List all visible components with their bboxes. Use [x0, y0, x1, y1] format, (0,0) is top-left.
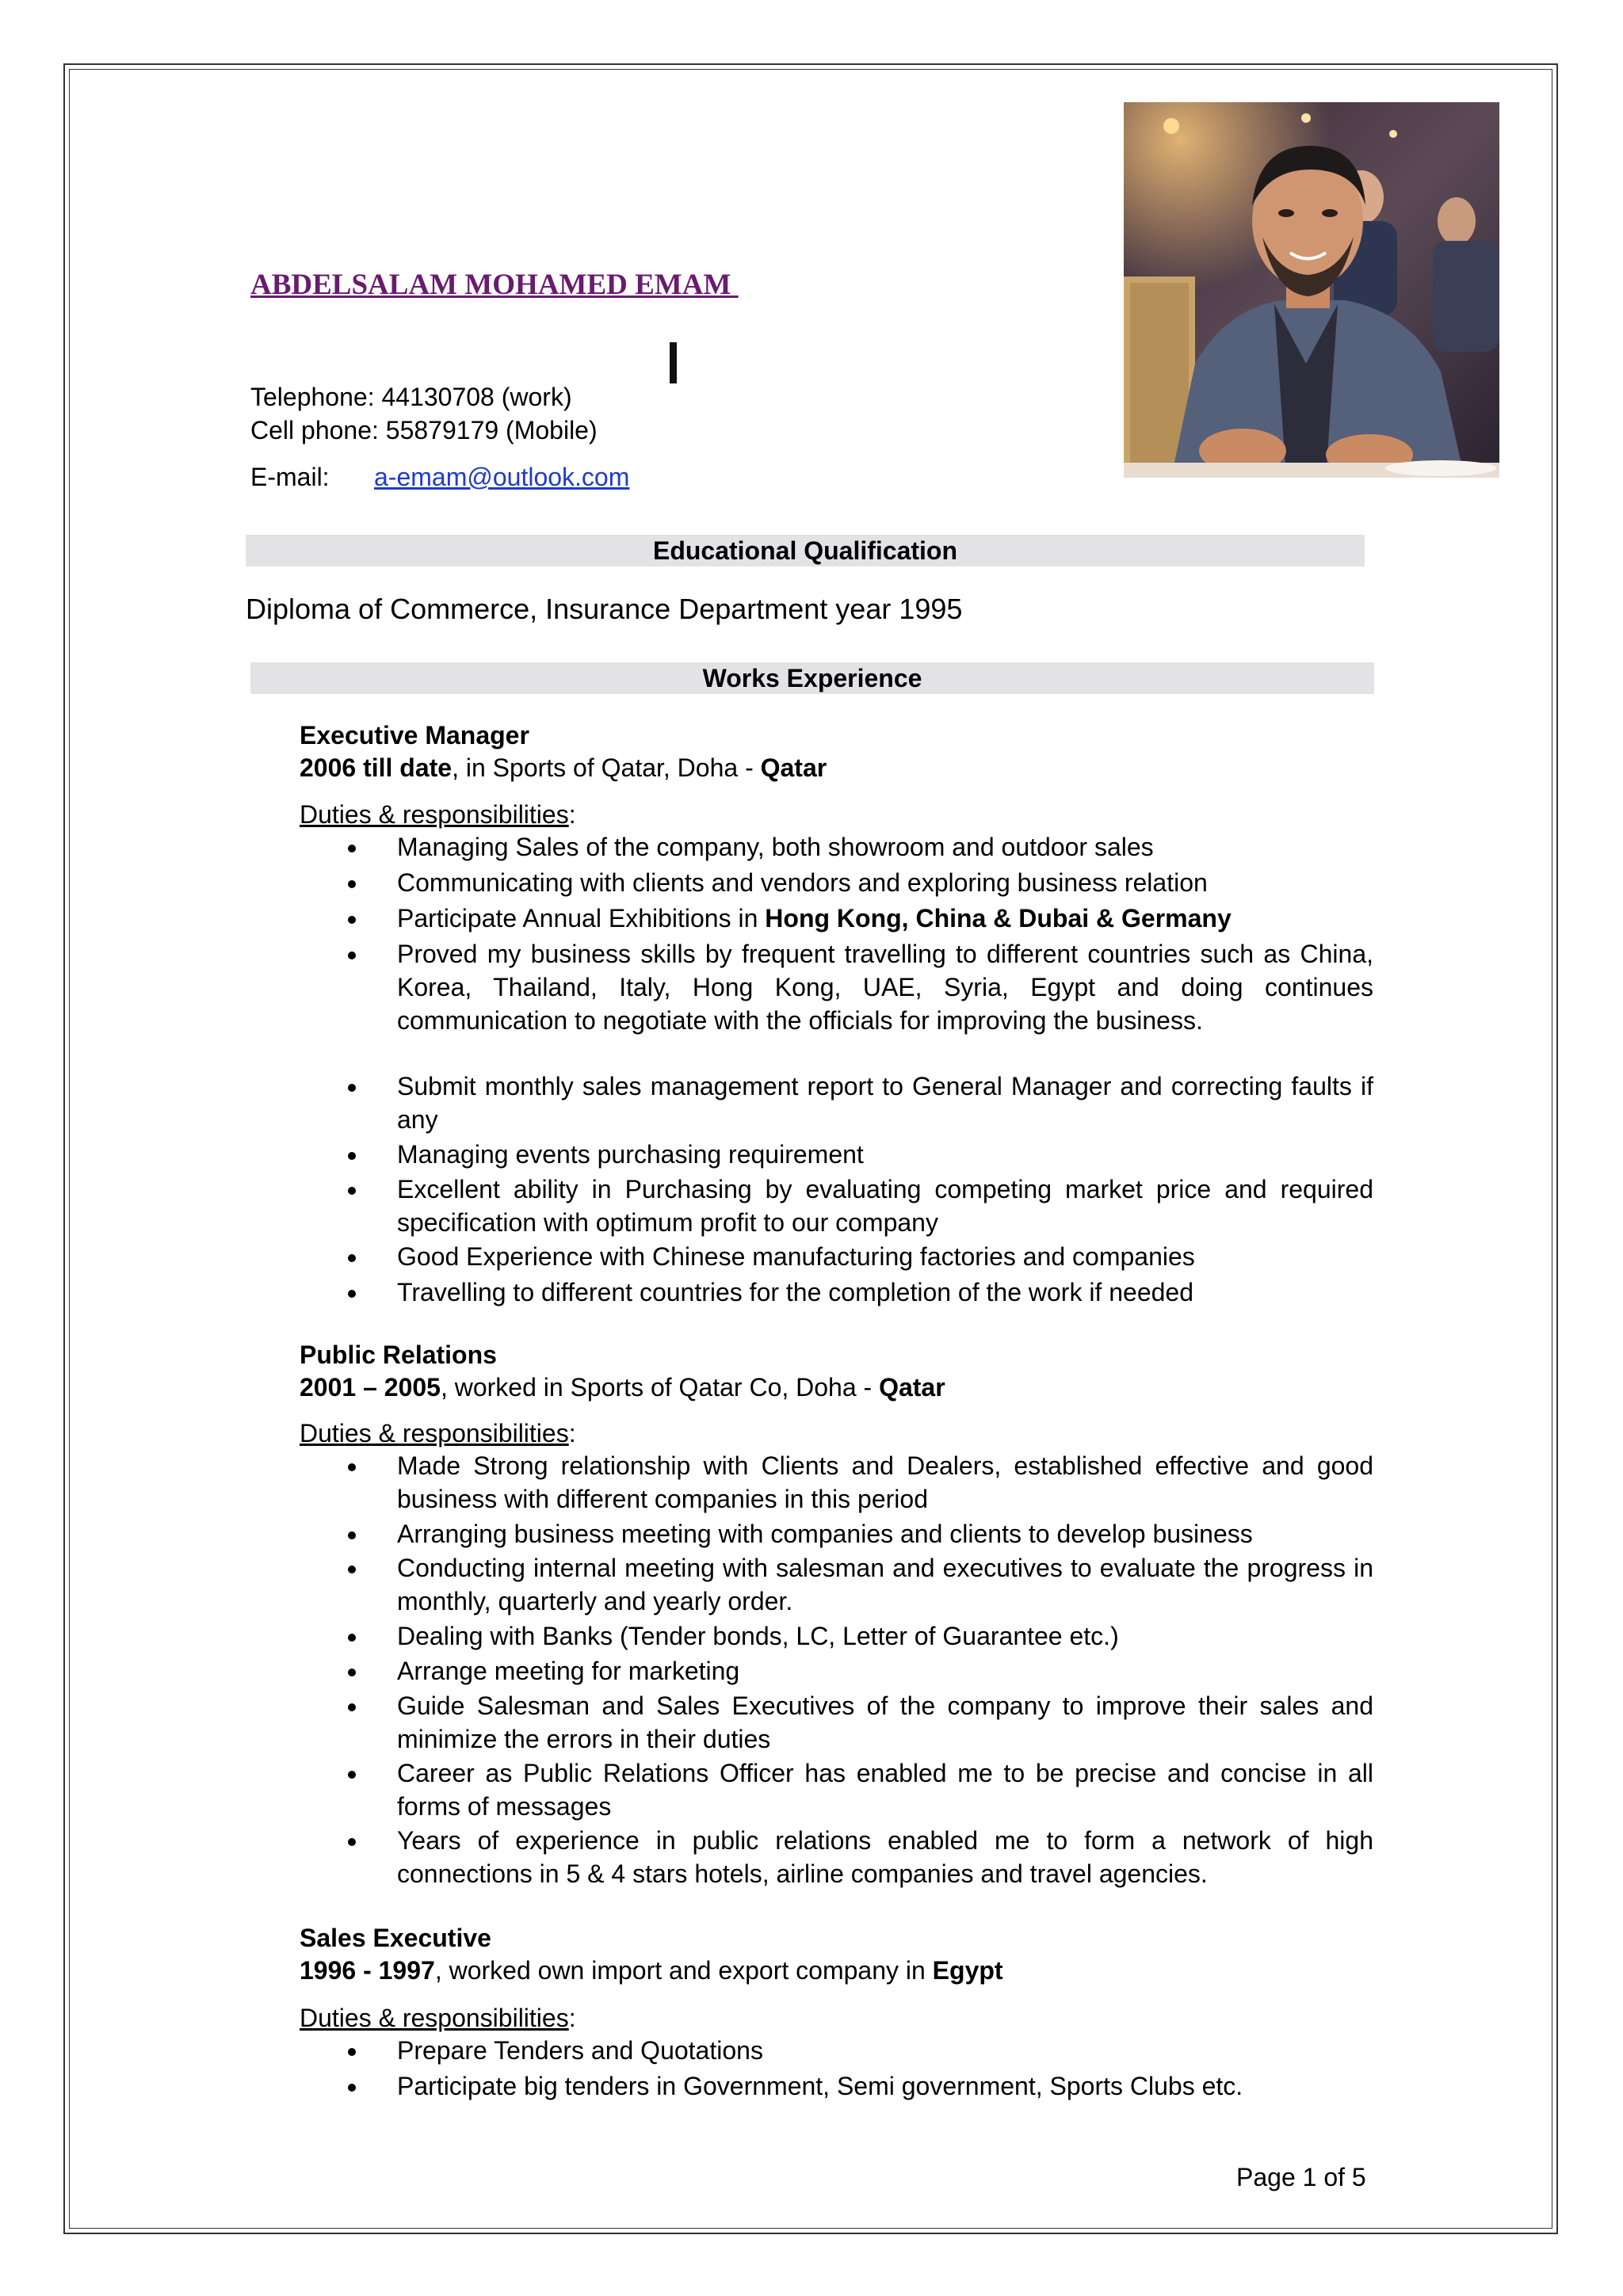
- duty-text: Prepare Tenders and Quotations: [397, 2036, 763, 2065]
- bullet-icon: [348, 1838, 356, 1846]
- bullet-icon: [348, 1290, 356, 1298]
- cell-phone-line: Cell phone: 55879179 (Mobile): [250, 416, 598, 444]
- experience-section-header: Works Experience: [250, 662, 1374, 694]
- duty-text: Excellent ability in Purchasing by evaluating competing market price and required specification with optimum profit to our company: [397, 1175, 1373, 1237]
- list-item: [397, 1138, 1373, 1171]
- job-country: Qatar: [879, 1373, 945, 1402]
- duty-text: Arranging business meeting with companies and clients to develop business: [397, 1520, 1253, 1548]
- list-item: [397, 2069, 1373, 2103]
- duty-text: Proved my business skills by frequent travelling to different countries such as China, Korea, Thailand, Italy, Hong Kong, UAE, Syria, Egypt and doing continues communication to negotiate with the officials for improving the business.: [397, 940, 1373, 1035]
- bullet-icon: [348, 1254, 356, 1262]
- bullet-icon: [348, 1634, 356, 1642]
- email-label: E-mail:: [250, 463, 330, 491]
- duties-colon: :: [568, 2004, 576, 2032]
- duty-text: Made Strong relationship with Clients and Dealers, established effective and good business with different companies in this period: [397, 1451, 1373, 1513]
- list-item: [397, 2034, 1373, 2067]
- list-item: [397, 1689, 1373, 1756]
- duty-text: Participate Annual Exhibitions in: [397, 904, 766, 933]
- page-number: Page 1 of 5: [1236, 2163, 1366, 2191]
- duties-label: Duties & responsibilities: [300, 2004, 569, 2032]
- bullet-icon: [348, 1771, 356, 1779]
- job-title: Executive Manager: [300, 721, 529, 749]
- bullet-icon: [348, 1566, 356, 1573]
- duties-heading: [300, 2004, 576, 2033]
- duty-text: Communicating with clients and vendors and exploring business relation: [397, 868, 1208, 897]
- bullet-icon: [348, 1703, 356, 1711]
- bullet-icon: [348, 1531, 356, 1539]
- duty-text: Good Experience with Chinese manufacturing factories and companies: [397, 1242, 1195, 1271]
- telephone-line: Telephone: 44130708 (work): [250, 383, 572, 411]
- job-period-years: 2001 – 2005: [300, 1373, 441, 1402]
- job-period: [300, 753, 827, 783]
- candidate-name: ABDELSALAM MOHAMED EMAM: [250, 269, 739, 301]
- bullet-icon: [348, 1187, 356, 1195]
- job-country: Qatar: [760, 753, 827, 782]
- list-item: [397, 1756, 1373, 1823]
- job-period: [300, 1373, 945, 1402]
- profile-photo: [1124, 102, 1499, 478]
- duty-text: Career as Public Relations Officer has enabled me to be precise and concise in all forms of messages: [397, 1759, 1373, 1821]
- bullet-icon: [348, 1463, 356, 1471]
- job-place: , in Sports of Qatar, Doha -: [452, 753, 761, 782]
- duty-text: Dealing with Banks (Tender bonds, LC, Letter of Guarantee etc.): [397, 1622, 1119, 1650]
- list-item: [397, 1240, 1373, 1273]
- list-item: [397, 1449, 1373, 1516]
- list-item: [397, 1551, 1373, 1618]
- job-period-years: 1996 - 1997: [300, 1956, 435, 1985]
- text-cursor: [670, 342, 677, 383]
- job-period-years: 2006 till date: [300, 753, 453, 782]
- email-link[interactable]: a-emam@outlook.com: [374, 463, 630, 491]
- list-item: [397, 866, 1373, 899]
- bullet-icon: [348, 880, 356, 888]
- list-item: [397, 1824, 1373, 1890]
- duties-colon: :: [568, 800, 576, 829]
- list-item: [397, 1654, 1373, 1688]
- bullet-icon: [348, 1669, 356, 1676]
- duties-heading: [300, 1419, 576, 1448]
- duties-colon: :: [568, 1419, 576, 1447]
- duty-text: Managing Sales of the company, both showroom and outdoor sales: [397, 833, 1154, 861]
- email-line: [250, 463, 694, 494]
- bullet-icon: [348, 2048, 356, 2056]
- duty-text: Managing events purchasing requirement: [397, 1140, 864, 1169]
- job-period: [300, 1956, 1003, 1985]
- duty-text: Travelling to different countries for the completion of the work if needed: [397, 1278, 1193, 1306]
- duties-label: Duties & responsibilities: [300, 800, 569, 829]
- list-item: [397, 1619, 1373, 1653]
- duty-text: Arrange meeting for marketing: [397, 1657, 740, 1685]
- list-item: [397, 1276, 1373, 1309]
- list-item: [397, 1173, 1373, 1239]
- job-country: Egypt: [932, 1956, 1003, 1985]
- duties-label: Duties & responsibilities: [300, 1419, 569, 1447]
- list-item: [397, 937, 1373, 1037]
- list-item: [397, 902, 1373, 935]
- job-title: Public Relations: [300, 1341, 497, 1369]
- duty-text-bold: Hong Kong, China & Dubai & Germany: [765, 904, 1232, 933]
- job-place: , worked in Sports of Qatar Co, Doha -: [440, 1373, 880, 1402]
- bullet-icon: [348, 1084, 356, 1092]
- duty-text: Conducting internal meeting with salesman and executives to evaluate the progress in monthly, quarterly and yearly order.: [397, 1554, 1373, 1615]
- list-item: [397, 1070, 1373, 1136]
- bullet-icon: [348, 952, 356, 959]
- job-title: Sales Executive: [300, 1924, 491, 1952]
- bullet-icon: [348, 1152, 356, 1160]
- bullet-icon: [348, 845, 356, 852]
- list-item: [397, 1517, 1373, 1550]
- duties-heading: [300, 800, 576, 830]
- duty-text: Guide Salesman and Sales Executives of the company to improve their sales and minimize the errors in their duties: [397, 1691, 1373, 1753]
- bullet-icon: [348, 916, 356, 924]
- bullet-icon: [348, 2084, 356, 2092]
- duty-text: Years of experience in public relations enabled me to form a network of high connections in 5 & 4 stars hotels, airline companies and travel agencies.: [397, 1826, 1373, 1888]
- duty-text: Participate big tenders in Government, Semi government, Sports Clubs etc.: [397, 2072, 1243, 2100]
- job-place: , worked own import and export company in: [434, 1956, 933, 1985]
- education-section-header: Educational Qualification: [246, 535, 1365, 566]
- duty-text: Submit monthly sales management report to General Manager and correcting faults if any: [397, 1072, 1373, 1134]
- list-item: [397, 830, 1373, 864]
- diploma-text: Diploma of Commerce, Insurance Department year 1995: [246, 593, 963, 625]
